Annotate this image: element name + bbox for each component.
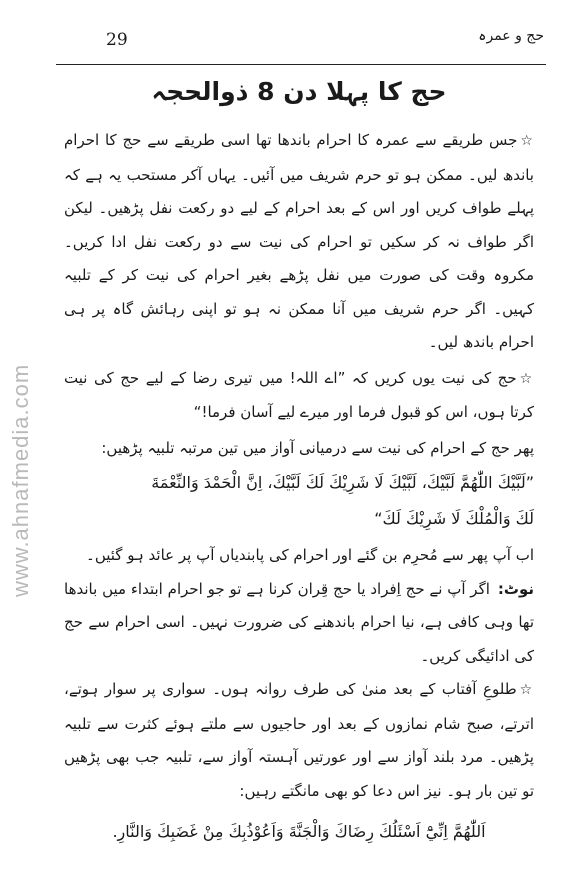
note-label: نوٹ: (497, 579, 534, 598)
paragraph-ihram (64, 124, 534, 360)
note-text: اگر آپ نے حج اِفراد یا حج قِران کرنا ہے تو جو احرام ابتداء میں باندھا تھا وہی کافی ہے، نیا احرام باندھنے کی ضرورت نہیں۔ اسی احرام سے حج کی ادائیگی کریں۔ (64, 579, 534, 665)
page-content (64, 70, 534, 850)
talbiyah-line-2: لَكَ وَالْمُلْكَ لَا شَرِيْكَ لَكَ“ (374, 509, 534, 528)
star-icon: ☆ (519, 370, 534, 387)
paragraph-mina (64, 673, 534, 808)
chapter-heading: حج کا پہلا دن 8 ذوالحجہ (151, 77, 447, 106)
paragraph-muhrim: اب آپ پھر سے مُحرِم بن گئے اور احرام کی پابندیاں آپ پر عائد ہو گئیں۔ (86, 546, 534, 564)
dua-arabic: اَللّٰهُمَّ اِنِّيْٓ اَسْئَلُكَ رِضَاكَ وَالْجَنَّةَ وَاَعُوْذُبِكَ مِنْ غَضَبِكَ وَالنَّارِ. (112, 822, 486, 841)
page-header (56, 24, 546, 65)
talbiyah-line-1: ”لَبَّيْكَ اللّٰهُمَّ لَبَّيْكَ، لَبَّيْكَ لَا شَرِيْكَ لَكَ لَبَّيْكَ، اِنَّ الْحَمْدَ وَالنِّعْمَةَ (151, 473, 534, 492)
star-icon: ☆ (519, 682, 534, 698)
page-number: 29 (106, 30, 128, 50)
paragraph-niyyah (64, 362, 534, 430)
star-icon: ☆ (520, 133, 534, 149)
paragraph-talbiyah-intro: پھر حج کے احرام کی نیت سے درمیانی آواز میں تین مرتبہ تلبیہ پڑھیں: (101, 438, 534, 457)
book-title: حج و عمرہ (478, 28, 544, 44)
note-paragraph (64, 573, 534, 674)
paragraph-mina-text: طلوعِ آفتاب کے بعد منیٰ کی طرف روانہ ہوں۔ سواری پر سوار ہوتے، اترتے، صبح شام نمازوں کے بعد اور حاجیوں سے ملتے ہوئے کثرت سے تلبیہ پڑھیں۔ مرد بلند آواز سے اور عورتیں آہستہ آواز سے، تلبیہ جب بھی پڑھیں تو تین بار ہو۔ نیز اس دعا کو بھی مانگتے رہیں: (64, 680, 534, 800)
paragraph-ihram-text: جس طریقے سے عمرہ کا احرام باندھا تھا اسی طریقے سے حج کا احرام باندھ لیں۔ ممکن ہو تو حرم شریف میں آئیں۔ یہاں آکر مستحب یہ ہے کہ پہلے طواف کریں اور اس کے بعد احرام کے لیے دو رکعت نفل پڑھیں۔ لیکن اگر طواف نہ کر سکیں تو احرام کی نیت سے دو رکعت نفل ادا کریں۔ مکروہ وقت کی صورت میں نفل پڑھے بغیر احرام کی نیت کر کے تلبیہ کہیں۔ اگر حرم شریف میں آنا ممکن نہ ہو تو اپنی رہائش گاہ پر ہی احرام باندھ لیں۔ (64, 131, 534, 351)
paragraph-niyyah-text: حج کی نیت یوں کریں کہ ”اے اللہ! میں تیری رضا کے لیے حج کی نیت کرتا ہوں، اس کو قبول فرما اور میرے لیے آسان فرما!“ (64, 368, 534, 421)
watermark: www.ahnafmedia.com (8, 363, 33, 597)
